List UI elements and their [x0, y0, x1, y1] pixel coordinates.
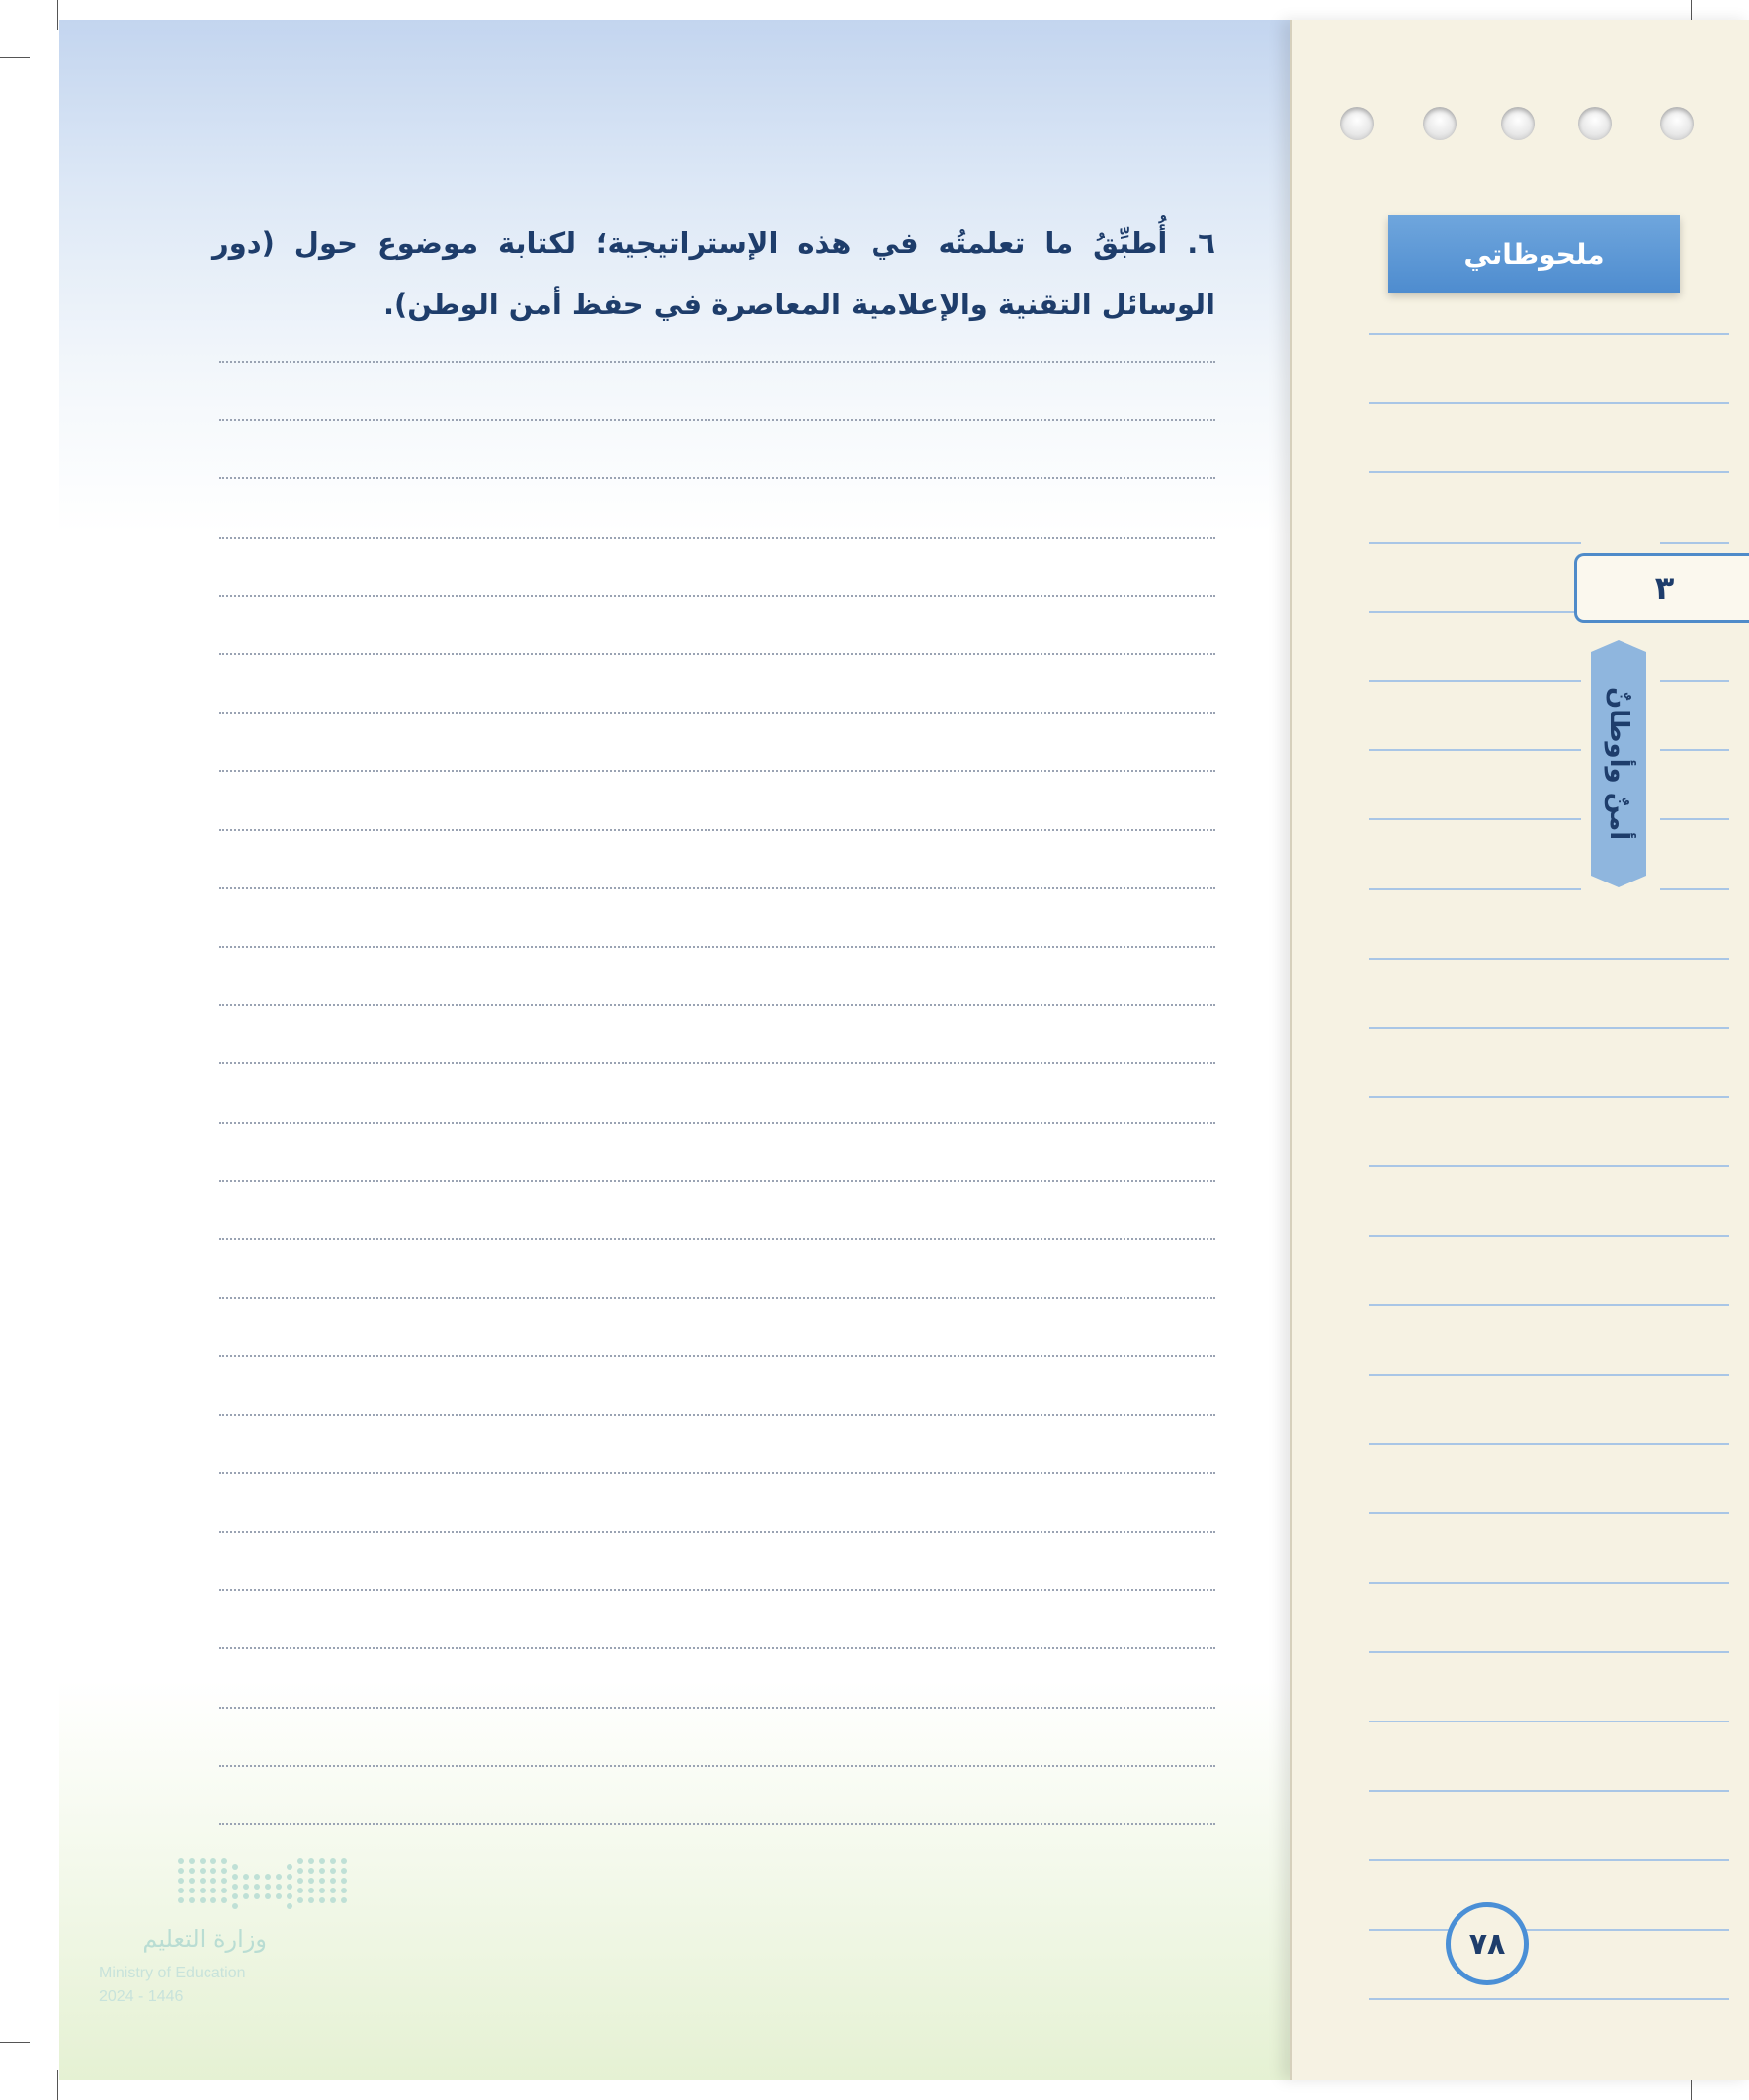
answer-line[interactable] — [219, 770, 1215, 772]
note-line — [1369, 1027, 1729, 1029]
answer-line[interactable] — [219, 1297, 1215, 1299]
logo-dot — [265, 1884, 271, 1890]
note-line — [1369, 1165, 1729, 1167]
logo-dot — [287, 1874, 292, 1880]
note-line — [1660, 542, 1729, 544]
logo-dot — [210, 1897, 216, 1903]
logo-dot — [276, 1884, 282, 1890]
crop-mark — [57, 0, 58, 30]
logo-dot — [189, 1888, 195, 1893]
logo-dot — [287, 1903, 292, 1909]
ministry-name-ar: وزارة التعليم — [142, 1925, 267, 1953]
answer-line[interactable] — [219, 537, 1215, 539]
note-line — [1660, 749, 1729, 751]
logo-dot — [297, 1878, 303, 1884]
logo-dot — [232, 1884, 238, 1890]
note-line — [1660, 888, 1729, 890]
answer-line[interactable] — [219, 1531, 1215, 1533]
answer-line[interactable] — [219, 1004, 1215, 1006]
ministry-year: 2024 - 1446 — [99, 1988, 184, 2005]
answer-line[interactable] — [219, 1238, 1215, 1240]
logo-dot — [189, 1897, 195, 1903]
note-line — [1369, 1443, 1729, 1445]
note-line — [1369, 1096, 1729, 1098]
logo-dot — [178, 1897, 184, 1903]
logo-dot — [308, 1878, 314, 1884]
unit-number: ٣ — [1654, 569, 1675, 607]
logo-dot — [210, 1888, 216, 1893]
logo-dot — [221, 1888, 227, 1893]
logo-dot — [254, 1893, 260, 1899]
binder-hole — [1423, 107, 1457, 140]
logo-dot — [232, 1903, 238, 1909]
note-line — [1369, 611, 1581, 613]
logo-dot — [232, 1893, 238, 1899]
note-line — [1369, 749, 1581, 751]
crop-mark — [0, 2042, 30, 2043]
logo-dot — [341, 1868, 347, 1874]
note-line — [1369, 1374, 1729, 1376]
note-line — [1369, 818, 1581, 820]
answer-line[interactable] — [219, 419, 1215, 421]
answer-line[interactable] — [219, 1589, 1215, 1591]
logo-dot — [221, 1878, 227, 1884]
logo-dot — [200, 1888, 206, 1893]
ministry-logo — [178, 1858, 356, 1907]
logo-dot — [178, 1858, 184, 1864]
logo-dot — [243, 1884, 249, 1890]
binder-hole — [1660, 107, 1694, 140]
binder-hole — [1340, 107, 1374, 140]
logo-dot — [297, 1868, 303, 1874]
answer-line[interactable] — [219, 361, 1215, 363]
logo-dot — [319, 1888, 325, 1893]
logo-dot — [330, 1868, 336, 1874]
logo-dot — [221, 1897, 227, 1903]
note-line — [1369, 1998, 1729, 2000]
logo-dot — [330, 1897, 336, 1903]
logo-dot — [221, 1868, 227, 1874]
notes-title-tab — [1388, 215, 1680, 293]
notes-panel — [1290, 20, 1749, 2080]
logo-dot — [287, 1893, 292, 1899]
logo-dot — [297, 1897, 303, 1903]
note-line — [1369, 333, 1729, 335]
answer-line[interactable] — [219, 1472, 1215, 1474]
binder-hole — [1501, 107, 1535, 140]
logo-dot — [232, 1864, 238, 1870]
logo-dot — [189, 1878, 195, 1884]
logo-dot — [297, 1888, 303, 1893]
logo-dot — [243, 1893, 249, 1899]
answer-line[interactable] — [219, 1414, 1215, 1416]
answer-line[interactable] — [219, 829, 1215, 831]
answer-line[interactable] — [219, 595, 1215, 597]
logo-dot — [200, 1878, 206, 1884]
logo-dot — [276, 1893, 282, 1899]
logo-dot — [200, 1897, 206, 1903]
logo-dot — [330, 1888, 336, 1893]
logo-dot — [297, 1858, 303, 1864]
note-line — [1369, 1235, 1729, 1237]
logo-dot — [330, 1878, 336, 1884]
note-line — [1369, 1859, 1729, 1861]
answer-line[interactable] — [219, 1823, 1215, 1825]
answer-line[interactable] — [219, 712, 1215, 714]
answer-line[interactable] — [219, 887, 1215, 889]
logo-dot — [200, 1868, 206, 1874]
logo-dot — [254, 1874, 260, 1880]
note-line — [1369, 1304, 1729, 1306]
unit-number-box — [1574, 553, 1749, 623]
logo-dot — [341, 1858, 347, 1864]
answer-line[interactable] — [219, 1765, 1215, 1767]
logo-dot — [200, 1858, 206, 1864]
note-line — [1660, 680, 1729, 682]
logo-dot — [265, 1874, 271, 1880]
logo-dot — [330, 1858, 336, 1864]
answer-line[interactable] — [219, 946, 1215, 948]
logo-dot — [308, 1868, 314, 1874]
note-line — [1369, 1651, 1729, 1653]
logo-dot — [210, 1868, 216, 1874]
logo-dot — [319, 1868, 325, 1874]
logo-dot — [189, 1858, 195, 1864]
note-line — [1369, 402, 1729, 404]
answer-line[interactable] — [219, 653, 1215, 655]
logo-dot — [308, 1858, 314, 1864]
note-line — [1369, 888, 1581, 890]
logo-dot — [276, 1874, 282, 1880]
notes-title: ملحوظاتي — [1463, 237, 1605, 271]
note-line — [1660, 818, 1729, 820]
crop-mark — [57, 2070, 58, 2100]
note-line — [1369, 542, 1581, 544]
logo-dot — [232, 1874, 238, 1880]
page-number-label: ٧٨ — [1468, 1926, 1506, 1962]
note-line — [1369, 1582, 1729, 1584]
logo-dot — [178, 1888, 184, 1893]
logo-dot — [210, 1858, 216, 1864]
note-line — [1369, 1790, 1729, 1792]
logo-dot — [287, 1884, 292, 1890]
logo-dot — [319, 1878, 325, 1884]
logo-dot — [319, 1858, 325, 1864]
answer-line[interactable] — [219, 1647, 1215, 1649]
binder-hole — [1578, 107, 1612, 140]
logo-dot — [319, 1897, 325, 1903]
question-text: ٦. أُطبِّقُ ما تعلمتُه في هذه الإستراتيجية؛ لكتابة موضوع حول (دور الوسائل التقنية والإعلامية المعاصرة في حفظ أمن الوطن). — [212, 226, 1215, 321]
logo-dot — [341, 1888, 347, 1893]
answer-line[interactable] — [219, 1707, 1215, 1709]
logo-dot — [221, 1858, 227, 1864]
note-line — [1369, 958, 1729, 960]
logo-dot — [178, 1878, 184, 1884]
ministry-name-en: Ministry of Education — [99, 1965, 246, 1981]
logo-dot — [243, 1874, 249, 1880]
unit-title: أمنٌ وأوطانٌ — [1604, 687, 1633, 841]
logo-dot — [308, 1897, 314, 1903]
answer-line[interactable] — [219, 1062, 1215, 1064]
crop-mark — [0, 57, 30, 58]
logo-dot — [265, 1893, 271, 1899]
logo-dot — [287, 1864, 292, 1870]
note-line — [1369, 1721, 1729, 1722]
note-line — [1369, 1512, 1729, 1514]
logo-dot — [178, 1868, 184, 1874]
page-number — [1446, 1902, 1529, 1985]
note-line — [1369, 680, 1581, 682]
note-line — [1369, 1929, 1729, 1931]
logo-dot — [341, 1878, 347, 1884]
answer-line[interactable] — [219, 1122, 1215, 1124]
answer-line[interactable] — [219, 1355, 1215, 1357]
note-line — [1369, 471, 1729, 473]
logo-dot — [210, 1878, 216, 1884]
answer-line[interactable] — [219, 1180, 1215, 1182]
answer-line[interactable] — [219, 477, 1215, 479]
logo-dot — [308, 1888, 314, 1893]
logo-dot — [189, 1868, 195, 1874]
logo-dot — [254, 1884, 260, 1890]
logo-dot — [341, 1897, 347, 1903]
